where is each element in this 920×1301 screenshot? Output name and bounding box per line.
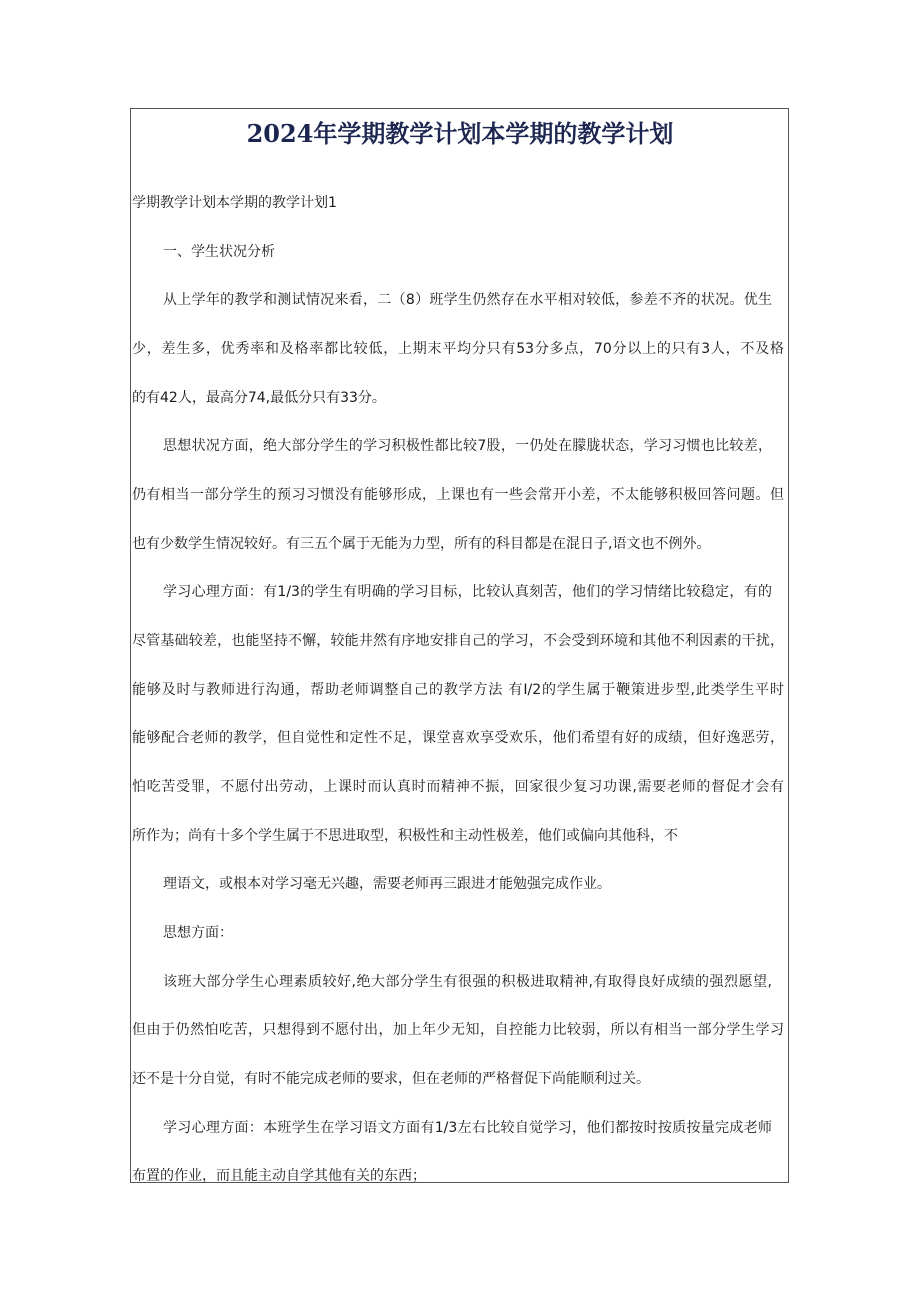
text-line: 该班大部分学生心理素质较好,绝大部分学生有很强的积极进取精神,有取得良好成绩的强烈愿望, xyxy=(163,974,772,990)
text-line: 能够及时与教师进行沟通，帮助老师调整自己的教学方法 有I/2的学生属于鞭策进步型,此类学生平时 xyxy=(132,682,784,698)
text-line: 还不是十分自觉，有时不能完成老师的要求，但在老师的严格督促下尚能顺利过关。 xyxy=(132,1071,650,1087)
text-line: 学习心理方面：本班学生在学习语文方面有1/3左右比较自觉学习，他们都按时按质按量完成老师 xyxy=(163,1120,772,1136)
text-line: 布置的作业，而且能主动自学其他有关的东西； xyxy=(132,1168,426,1184)
text-line: 仍有相当一部分学生的预习习惯没有能够形成，上课也有一些会常开小差，不太能够积极回答问题。但 xyxy=(132,487,784,503)
text-line: 尽管基础较差，也能坚持不懈，较能井然有序地安排自己的学习，不会受到环境和其他不利因素的干扰， xyxy=(132,633,784,649)
text-line: 少，差生多，优秀率和及格率都比较低，上期末平均分只有53分多点，70分以上的只有3人，不及格 xyxy=(132,341,784,357)
document-title: 2024年学期教学计划本学期的教学计划 xyxy=(246,119,674,148)
text-line: 所作为；尚有十多个学生属于不思进取型，积极性和主动性极差，他们或偏向其他科，不 xyxy=(132,828,678,844)
text-line: 的有42人，最高分74,最低分只有33分。 xyxy=(132,390,386,406)
text-line: 思想方面： xyxy=(163,925,233,941)
text-line: 学期教学计划本学期的教学计划1 xyxy=(132,195,337,211)
text-line: 学习心理方面：有1/3的学生有明确的学习目标，比较认真刻苦，他们的学习情绪比较稳定，有的 xyxy=(163,584,772,600)
text-line: 也有少数学生情况较好。有三五个属于无能为力型，所有的科目都是在混日子,语文也不例外。 xyxy=(132,536,711,552)
text-line: 思想状况方面，绝大部分学生的学习积极性都比较7股，一仍处在朦胧状态，学习习惯也比较差， xyxy=(163,438,772,454)
text-line: 能够配合老师的教学，但自觉性和定性不足，课堂喜欢享受欢乐，他们希望有好的成绩，但好逸恶劳， xyxy=(132,730,784,746)
text-line: 理语文，或根本对学习毫无兴趣，需要老师再三跟进才能勉强完成作业。 xyxy=(163,876,611,892)
text-line: 但由于仍然怕吃苦，只想得到不愿付出，加上年少无知，自控能力比较弱，所以有相当一部分学生学习 xyxy=(132,1022,784,1038)
text-line: 一、学生状况分析 xyxy=(163,244,275,260)
text-line: 怕吃苦受罪，不愿付出劳动，上课时而认真时而精神不振，回家很少复习功课,需要老师的督促才会有 xyxy=(132,779,784,795)
text-line: 从上学年的教学和测试情况来看，二（8）班学生仍然存在水平相对较低，参差不齐的状况。优生 xyxy=(163,292,772,308)
